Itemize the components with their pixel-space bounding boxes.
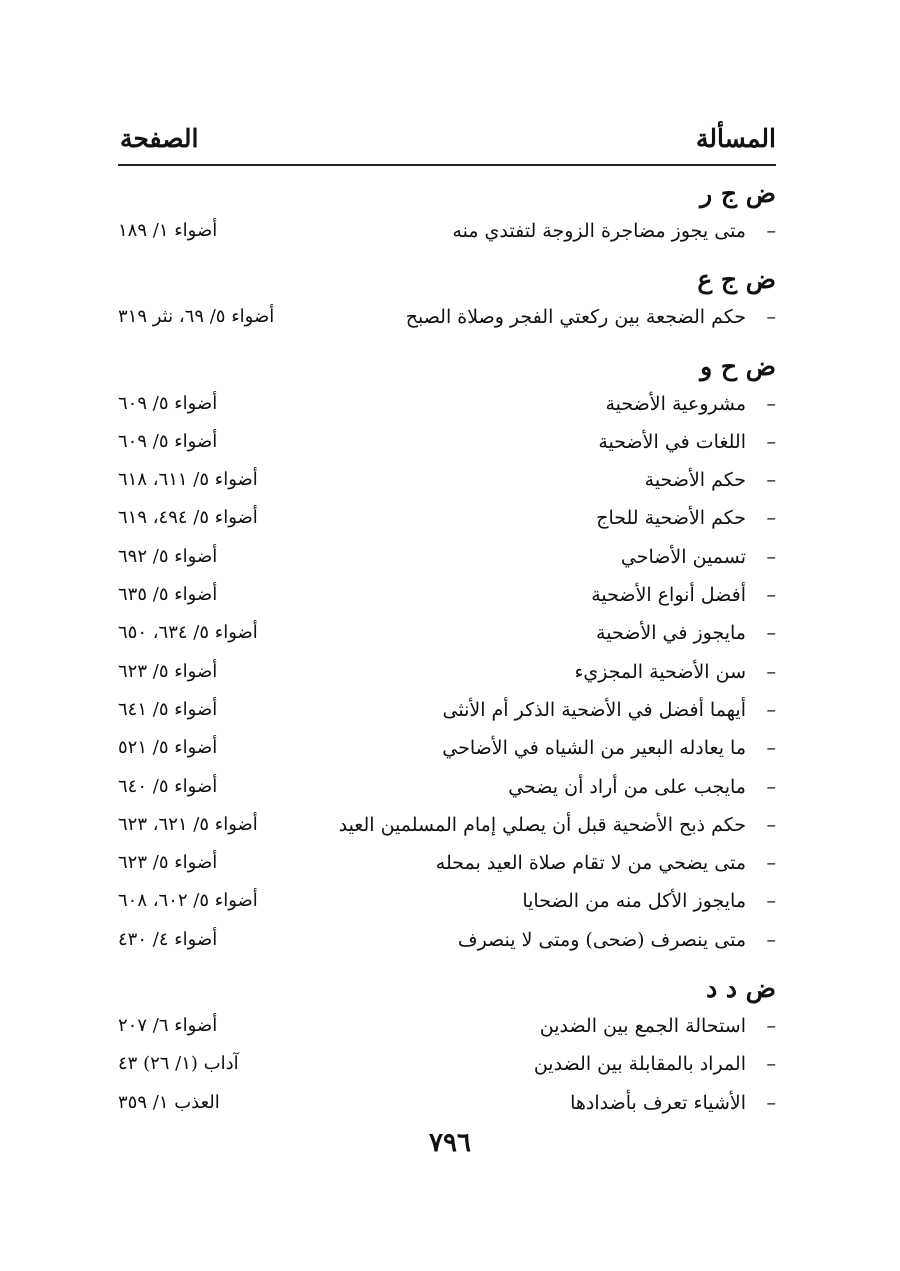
index-entry [118,461,776,499]
bullet-dash: – [766,1015,776,1038]
entry-topic-text: حكم ذبح الأضحية قبل أن يصلي إمام المسلمين العيد [338,813,746,836]
bullet-dash: – [766,1053,776,1076]
bullet-dash: – [766,852,776,875]
entry-reference: أضواء ٤/ ٤٣٠ [118,928,218,950]
index-entry [118,212,776,250]
entry-topic [522,882,776,920]
section-title: ض ج ع [697,265,776,295]
entry-topic-text: مايجوز الأكل منه من الضحايا [522,890,746,913]
bullet-dash: – [766,737,776,760]
bullet-dash: – [766,1091,776,1114]
entry-reference: أضواء ٦/ ٢٠٧ [118,1015,218,1037]
entry-topic [574,653,776,691]
entry-reference: أضواء ٥/ ٦٣٤، ٦٥٠ [118,622,258,644]
index-entry [118,844,776,882]
bullet-dash: – [766,220,776,242]
entry-reference: أضواء ٥/ ٦٩، نثر ٣١٩ [118,306,275,328]
entry-reference: أضواء ٥/ ٦١١، ٦١٨ [118,469,258,491]
index-entry [118,1084,776,1122]
index-entry [118,806,776,844]
entry-topic [452,212,776,250]
bullet-dash: – [766,813,776,836]
entry-topic-text: حكم الأضحية [644,469,746,492]
index-entry [118,882,776,920]
bullet-dash: – [766,430,776,453]
entry-topic-text: تسمين الأضاحي [620,545,746,568]
page-column-heading: الصفحة [120,124,199,153]
index-entry [118,653,776,691]
entry-topic-text: الأشياء تعرف بأضدادها [570,1091,746,1114]
bullet-dash: – [766,392,776,415]
entry-topic-text: حكم الضجعة بين ركعتي الفجر وصلاة الصبح [405,306,746,329]
entry-reference: أضواء ٥/ ٦٢٣ [118,852,218,874]
section-title: ض ج ر [700,179,776,208]
entry-topic [406,298,776,336]
index-content [118,170,776,1122]
entry-topic [436,844,776,882]
bullet-dash: – [766,306,776,329]
table-header [118,122,776,166]
index-entry [118,691,776,729]
bullet-dash: – [766,660,776,683]
entry-reference: أضواء ٥/ ٦٤١ [118,698,218,720]
entry-topic [442,729,776,767]
entry-reference: أضواء ٥/ ٦٤٠ [118,775,218,797]
entry-topic [645,461,776,499]
entry-topic-text: متى ينصرف (ضحى) ومتى لا ينصرف [457,928,746,951]
issue-column-heading: المسألة [696,124,776,153]
bullet-dash: – [766,469,776,492]
entry-topic [570,1084,776,1122]
index-entry [118,1045,776,1083]
entry-reference: أضواء ١/ ١٨٩ [118,220,218,241]
entry-topic-text: متى يجوز مضاجرة الزوجة لتفتدي منه [452,220,746,242]
entry-reference: أضواء ٥/ ٦٢١، ٦٢٣ [118,813,258,835]
index-entry [118,423,776,461]
entry-topic-text: متى يضحي من لا تقام صلاة العيد بمحله [435,852,746,875]
entry-topic [621,538,776,576]
entry-reference: أضواء ٥/ ٦٩٢ [118,545,218,567]
entry-topic [596,614,776,652]
section-title: ض ح و [700,351,776,381]
index-entry [118,768,776,806]
entry-reference: آداب (١/ ٢٦) ٤٣ [118,1053,239,1075]
entry-topic [598,423,776,461]
entry-reference: أضواء ٥/ ٤٩٤، ٦١٩ [118,507,258,529]
entry-topic-text: مشروعية الأضحية [605,392,746,415]
bullet-dash: – [766,622,776,645]
entry-topic-text: حكم الأضحية للحاج [596,507,746,530]
entry-topic-text: مايجوز في الأضحية [596,622,746,645]
index-entry [118,1007,776,1045]
entry-topic [605,385,776,423]
entry-topic-text: سن الأضحية المجزيء [574,660,746,683]
index-entry [118,538,776,576]
bullet-dash: – [766,928,776,951]
bullet-dash: – [766,584,776,607]
entry-topic-text: أيهما أفضل في الأضحية الذكر أم الأنثى [442,698,746,721]
entry-topic-text: المراد بالمقابلة بين الضدين [533,1053,746,1076]
entry-reference: العذب ١/ ٣٥٩ [118,1091,220,1113]
entry-topic-text: أفضل أنواع الأضحية [591,584,746,607]
entry-topic [540,1007,776,1045]
entry-topic [458,921,776,959]
section-title: ض د د [706,974,776,1004]
entry-topic-text: اللغات في الأضحية [598,430,746,453]
entry-reference: أضواء ٥/ ٥٢١ [118,737,218,759]
entry-topic-text: استحالة الجمع بين الضدين [539,1015,746,1038]
entry-reference: أضواء ٥/ ٦٠٩ [118,392,218,414]
entry-topic-text: ما يعادله البعير من الشياه في الأضاحي [442,737,746,760]
bullet-dash: – [766,507,776,530]
bullet-dash: – [766,890,776,913]
index-entry [118,298,776,336]
index-entry [118,576,776,614]
bullet-dash: – [766,775,776,798]
entry-topic-text: مايجب على من أراد أن يضحي [508,775,746,798]
index-entry [118,385,776,423]
entry-topic [596,499,776,537]
page-number: ٧٩٦ [429,1128,471,1158]
entry-topic [508,768,776,806]
index-entry [118,614,776,652]
index-entry [118,729,776,767]
bullet-dash: – [766,698,776,721]
entry-reference: أضواء ٥/ ٦٠٩ [118,430,218,452]
index-entry [118,499,776,537]
entry-topic [534,1045,776,1083]
entry-reference: أضواء ٥/ ٦٣٥ [118,584,218,606]
entry-reference: أضواء ٥/ ٦٢٣ [118,660,218,682]
entry-reference: أضواء ٥/ ٦٠٢، ٦٠٨ [118,890,258,912]
index-entry [118,921,776,959]
entry-topic [443,691,777,729]
bullet-dash: – [766,545,776,568]
entry-topic [339,806,776,844]
entry-topic [591,576,776,614]
